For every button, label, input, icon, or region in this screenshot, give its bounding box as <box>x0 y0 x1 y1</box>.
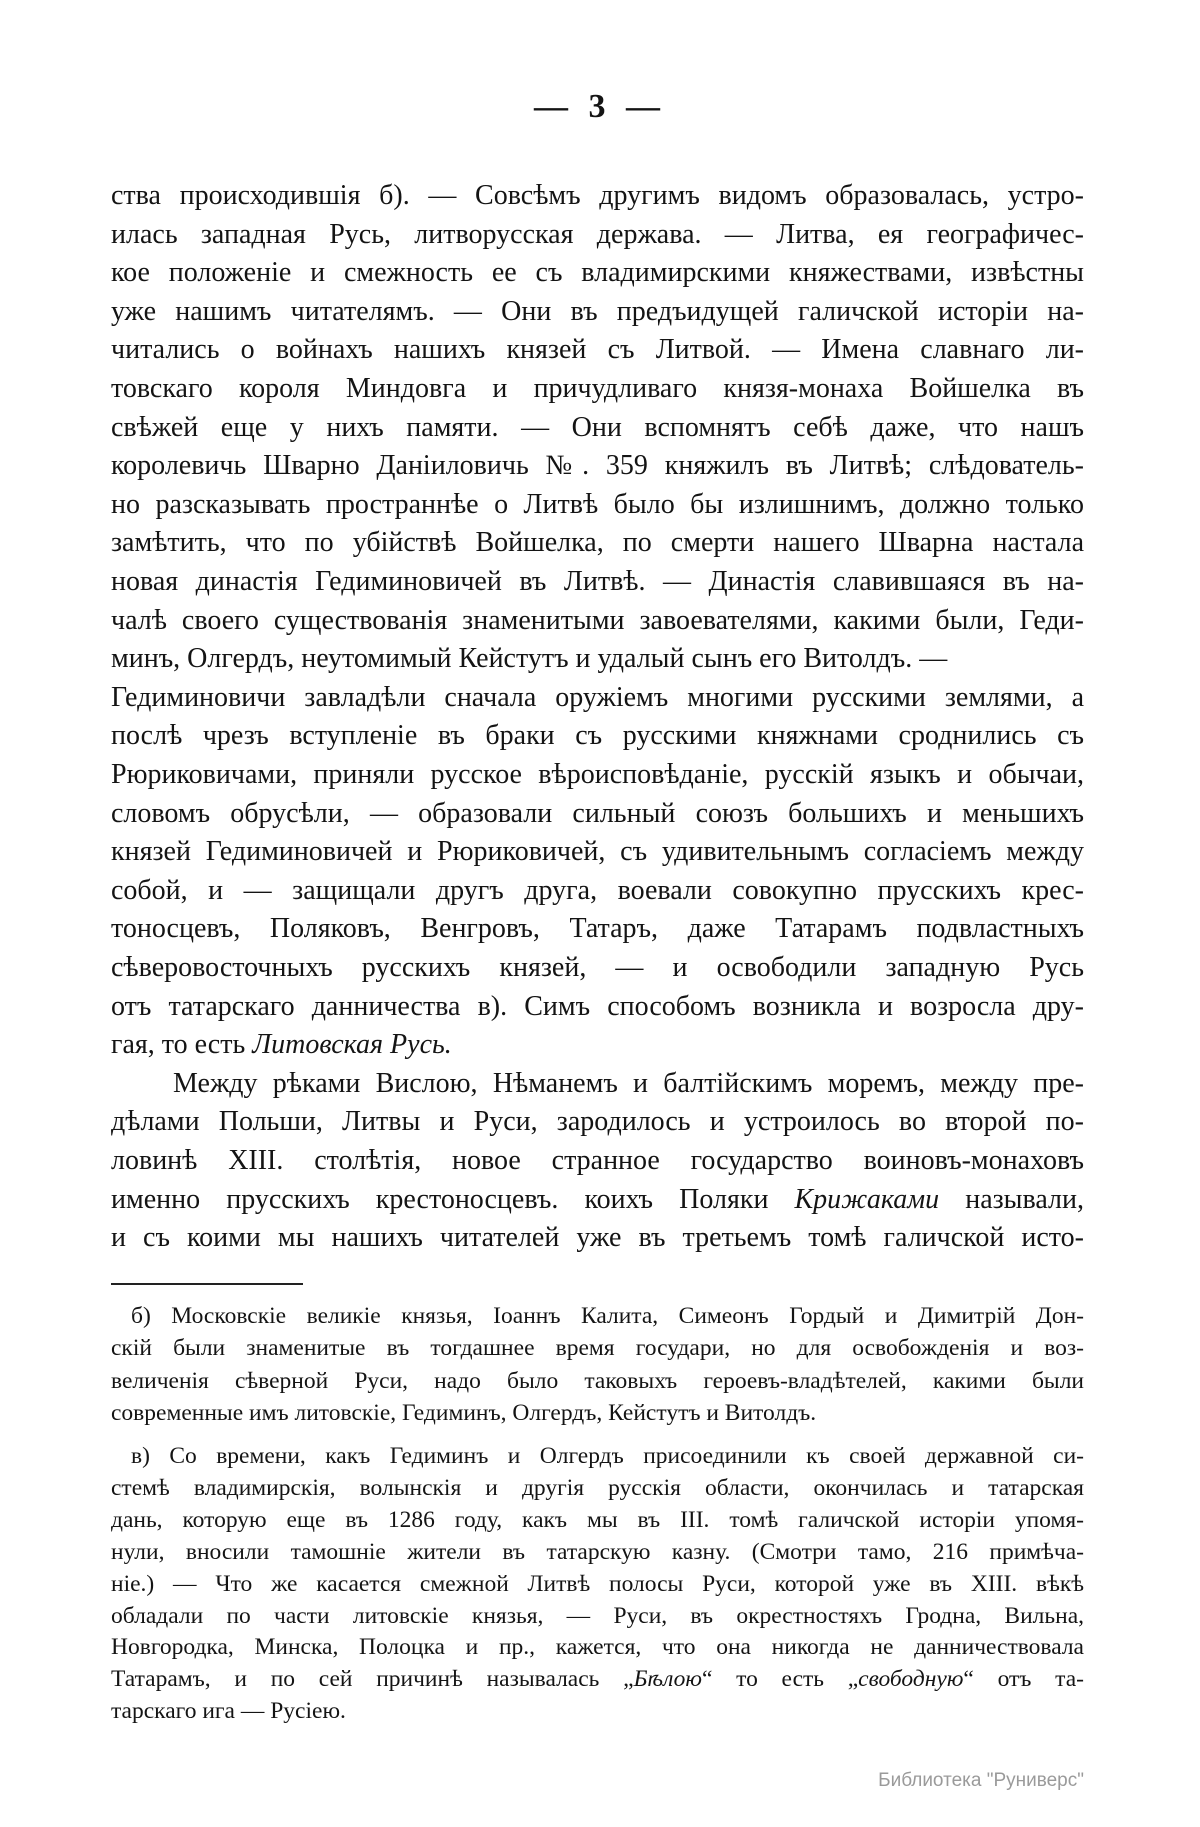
text-line <box>111 949 1084 987</box>
text-segment: стемѣ владимирскія, волынскія и другія русскія области, окончилась и татарская <box>111 1474 1084 1501</box>
italic-text: Литовская Русь. <box>252 1029 452 1061</box>
text-segment: минъ, Олгердъ, неутомимый Кейстутъ и удалый сынъ его Витолдъ. — <box>111 643 948 675</box>
text-segment: дань, которую еще въ 1286 году, какъ мы въ III. томѣ галичской исторіи упомя- <box>111 1506 1084 1533</box>
text-segment: Между рѣками Вислою, Нѣманемъ и балтійскимъ моремъ, между пре- <box>173 1067 1084 1099</box>
text-segment: современные имъ литовскіе, Гедиминъ, Олгердъ, Кейстутъ и Витолдъ. <box>111 1399 817 1426</box>
text-segment: князей Гедиминовичей и Рюриковичей, съ удивительнымъ согласіемъ между <box>111 836 1084 868</box>
text-segment: нули, вносили тамошніе жители въ татарскую казну. (Смотри тамо, 216 примѣча- <box>111 1538 1084 1565</box>
text-segment: уже нашимъ читателямъ. — Они въ предъидущей галичской исторіи на- <box>111 295 1084 327</box>
text-segment: свѣжей еще у нихъ памяти. — Они вспомнятъ себѣ даже, что нашъ <box>111 411 1084 443</box>
text-segment: илась западная Русь, литворусская держава. — Литва, ея географичес- <box>111 218 1084 250</box>
text-line <box>111 409 1084 447</box>
text-segment: собой, и — защищали другъ друга, воевали совокупно прусскихъ крес- <box>111 874 1084 906</box>
text-line <box>111 640 1084 678</box>
text-segment: словомъ обрусѣли, — образовали сильный союзъ большихъ и меньшихъ <box>111 797 1084 829</box>
text-line <box>111 795 1084 833</box>
text-line <box>111 1219 1084 1257</box>
text-segment: кое положеніе и смежность ее съ владимирскими княжествами, извѣстны <box>111 257 1084 289</box>
text-line <box>111 1181 1084 1219</box>
text-segment: дѣлами Польши, Литвы и Руси, зародилось и устроилось во второй по- <box>111 1106 1084 1138</box>
text-segment: величенія сѣверной Руси, надо было таковыхъ героевъ-владѣтелей, какими были <box>111 1367 1084 1394</box>
text-segment: “ отъ та- <box>963 1666 1084 1693</box>
text-line <box>111 756 1084 794</box>
text-segment: тоносцевъ, Поляковъ, Венгровъ, Татаръ, даже Татарамъ подвластныхъ <box>111 913 1084 945</box>
text-line <box>111 1504 1084 1536</box>
text-line <box>111 1142 1084 1180</box>
text-line <box>111 833 1084 871</box>
text-line <box>111 1568 1084 1600</box>
text-line <box>111 486 1084 524</box>
text-segment: Гедиминовичи завладѣли сначала оружіемъ многими русскими землями, а <box>111 681 1084 713</box>
footnote-divider <box>111 1283 303 1285</box>
italic-text: Крижаками <box>794 1183 940 1215</box>
text-segment: ніе.) — Что же касается смежной Литвѣ полосы Руси, которой уже въ XIII. вѣкѣ <box>111 1570 1084 1597</box>
text-segment: Рюриковичами, приняли русское вѣроисповѣданіе, русскій языкъ и обычаи, <box>111 759 1084 790</box>
italic-text: Бѣлою <box>633 1666 702 1693</box>
text-segment: королевичь Шварно Даніиловичь №. 359 княжилъ въ Литвѣ; слѣдователь- <box>111 450 1084 482</box>
text-segment: ловинѣ XIII. столѣтія, новое странное государство воиновъ-монаховъ <box>111 1145 1084 1176</box>
text-segment: тарскаго ига — Русіею. <box>111 1698 346 1725</box>
text-segment: но разсказывать пространнѣе о Литвѣ было бы излишнимъ, должно только <box>111 488 1084 520</box>
text-segment: новая династія Гедиминовичей въ Литвѣ. — Династія славившаяся въ на- <box>111 566 1084 597</box>
text-line <box>111 1365 1084 1397</box>
text-segment: сѣверовосточныхъ русскихъ князей, — и освободили западную Русь <box>111 952 1084 983</box>
italic-text: свободную <box>858 1666 964 1693</box>
text-line <box>111 1472 1084 1504</box>
text-line <box>111 177 1084 215</box>
text-line <box>111 1695 1084 1727</box>
text-line <box>111 563 1084 601</box>
text-line <box>111 370 1084 408</box>
text-segment: именно прусскихъ крестоносцевъ. коихъ Поляки <box>111 1183 795 1215</box>
text-line <box>111 1663 1084 1695</box>
text-line <box>111 1026 1084 1064</box>
text-segment: Татарамъ, и по сей причинѣ называлась „ <box>111 1666 634 1693</box>
text-segment: б) Московскіе великіе князья, Іоаннъ Калита, Симеонъ Гордый и Димитрій Дон- <box>131 1303 1084 1329</box>
text-line <box>111 679 1084 717</box>
text-segment: послѣ чрезъ вступленіе въ браки съ русскими княжнами сроднились съ <box>111 720 1084 752</box>
text-segment: чалѣ своего существованія знаменитыми завоевателями, какими были, Геди- <box>111 604 1084 636</box>
page-number: — 3 — <box>534 88 666 125</box>
text-line <box>111 331 1084 369</box>
text-line <box>111 447 1084 485</box>
text-line <box>111 293 1084 331</box>
text-line <box>111 1631 1084 1663</box>
text-line <box>111 1600 1084 1632</box>
text-segment: скій были знаменитые въ тогдашнее время государи, но для освобожденія и воз- <box>111 1335 1084 1362</box>
text-segment: и съ коими мы нашихъ читателей уже въ третьемъ томѣ галичской исто- <box>111 1222 1084 1254</box>
library-watermark: Библиотека "Руниверс" <box>878 1770 1084 1791</box>
text-line <box>111 1300 1084 1332</box>
text-line <box>111 910 1084 948</box>
text-segment: гая, то есть <box>111 1029 253 1061</box>
text-segment: товскаго короля Миндовга и причудливаго князя-монаха Войшелка въ <box>111 373 1084 404</box>
text-line <box>111 216 1084 254</box>
text-line <box>111 602 1084 640</box>
text-line <box>111 872 1084 910</box>
text-segment: отъ татарскаго данничества в). Симъ способомъ возникла и возросла дру- <box>111 990 1084 1022</box>
text-line <box>111 1440 1084 1472</box>
text-line <box>111 524 1084 562</box>
text-line <box>111 1332 1084 1364</box>
text-line <box>111 988 1084 1026</box>
text-segment: в) Со времени, какъ Гедиминъ и Олгердъ присоединили къ своей державной си- <box>131 1443 1084 1469</box>
text-segment: Новгородка, Минска, Полоцка и пр., кажется, что она никогда не данничествовала <box>111 1634 1084 1661</box>
text-segment: называли, <box>939 1183 1084 1215</box>
text-segment: “ то есть „ <box>701 1666 859 1693</box>
text-line <box>111 254 1084 292</box>
text-line <box>111 1103 1084 1141</box>
text-line <box>111 1536 1084 1568</box>
text-segment: замѣтить, что по убійствѣ Войшелка, по смерти нашего Шварна настала <box>111 527 1084 559</box>
text-segment: обладали по части литовскіе князья, — Руси, въ окрестностяхъ Гродна, Вильна, <box>111 1602 1084 1629</box>
text-segment: ства происходившія б). — Совсѣмъ другимъ видомъ образовалась, устро- <box>111 180 1084 211</box>
text-line <box>111 1397 1084 1429</box>
text-segment: читались о войнахъ нашихъ князей съ Литвой. — Имена славнаго ли- <box>111 334 1084 366</box>
text-line <box>111 717 1084 755</box>
text-line <box>111 1065 1084 1103</box>
